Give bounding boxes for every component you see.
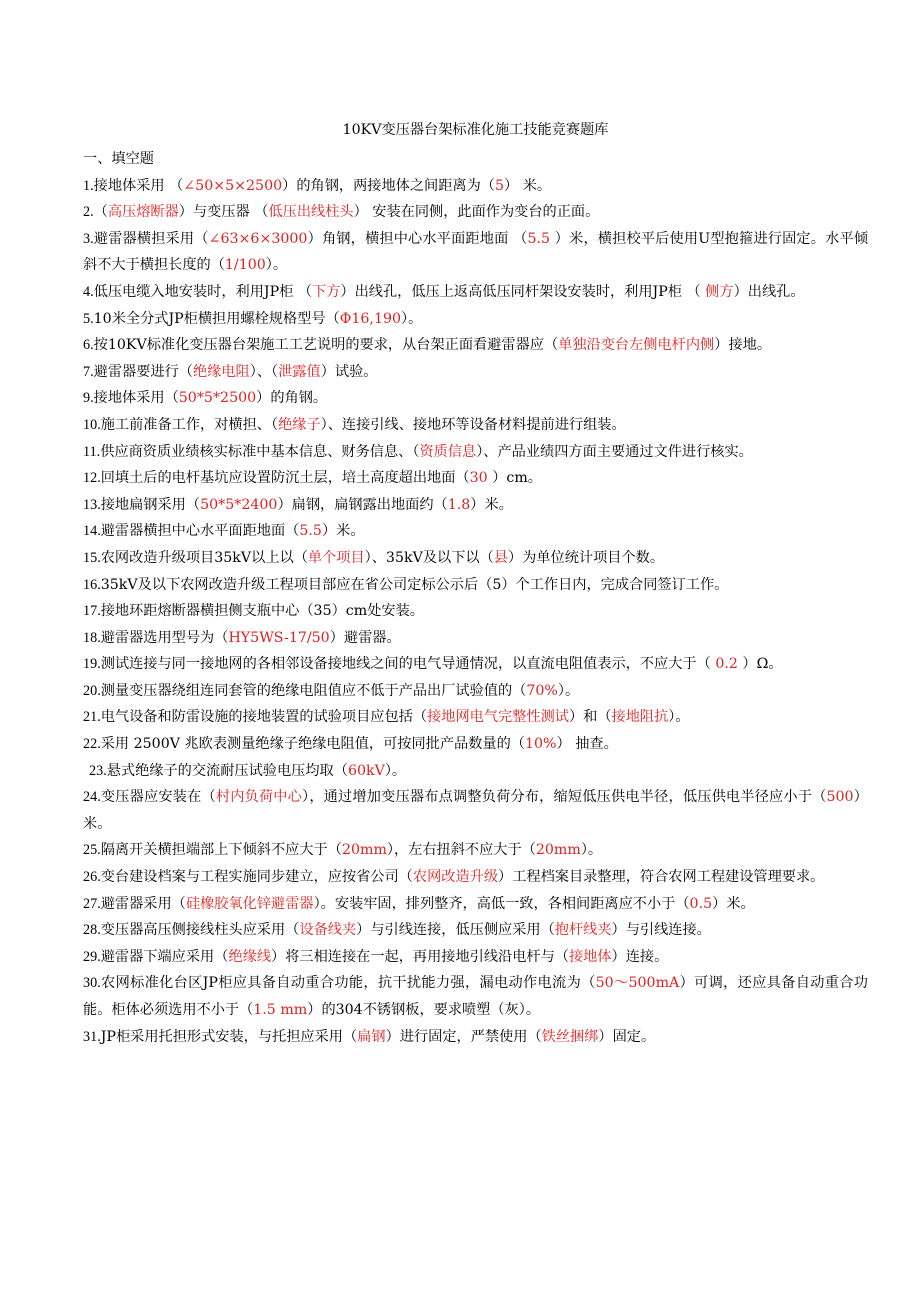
- question-text: ）与引线连接。: [611, 922, 711, 939]
- answer-text: 5.5: [299, 523, 322, 540]
- question-item: [83, 545, 868, 572]
- question-number: 14.: [83, 523, 101, 540]
- answer-text: 50*5*2500: [178, 390, 257, 407]
- answer-text: 单个项目: [307, 549, 365, 566]
- question-text: 避雷器横担中心水平面距地面（: [100, 523, 300, 540]
- question-text: ），左右扭斜不应大于（: [386, 842, 536, 859]
- question-text: 35kV及以下农网改造升级工程项目部应在省公司定标公示后（5）个工作日内，完成合同签订工作。: [100, 576, 729, 593]
- question-text: ）。: [384, 762, 407, 779]
- question-number: 4.: [83, 283, 94, 300]
- question-text: ）的角钢。: [256, 390, 328, 407]
- question-text: 测试连接与同一接地网的各相邻设备接地线之间的电气导通情况，以直流电阻值表示，不应大于（: [100, 656, 716, 673]
- answer-text: 70%: [526, 682, 558, 699]
- question-text: ）工程档案目录整理，符合农网工程建设管理要求。: [498, 869, 825, 886]
- question-text: ）出线孔，低压上返高低压同杆架设安装时，利用JP柜 （: [340, 283, 706, 300]
- answer-text: Φ16,190: [339, 310, 402, 327]
- question-text: ） 安装在同侧，此面作为变台的正面。: [353, 204, 600, 221]
- answer-text: 0.2: [715, 656, 738, 673]
- answer-text: 低压出线柱头: [268, 204, 354, 221]
- answer-text: 铁丝捆绑: [541, 1028, 599, 1045]
- answer-text: 农网改造升级: [412, 869, 499, 886]
- answer-text: ∠50×5×2500: [183, 177, 283, 194]
- question-item: [83, 279, 868, 306]
- question-text: 回填土后的电杆基坑应设置防沉土层，培土高度超出地面（: [100, 470, 470, 487]
- question-text: ）试验。: [320, 363, 378, 380]
- question-item: [83, 1024, 868, 1051]
- question-number: 5.: [83, 310, 94, 327]
- question-text: 施工前准备工作，对横担、（: [100, 416, 279, 433]
- question-item: [83, 572, 868, 599]
- question-number: 27.: [83, 895, 101, 912]
- document-page: [83, 118, 868, 1050]
- question-text: ），通过增加变压器布点调整负荷分布，缩短低压供电半径，低压供电半径应小于（: [302, 789, 827, 806]
- question-number: 25.: [83, 842, 101, 859]
- question-number: 10.: [83, 416, 101, 433]
- question-text: 避雷器要进行（: [93, 363, 193, 380]
- question-number: 26.: [83, 869, 101, 886]
- question-text: ）将三相连接在一起，再用接地引线沿电杆与（: [271, 948, 569, 965]
- answer-text: 5.5: [527, 230, 551, 247]
- question-text: ）固定。: [598, 1028, 656, 1045]
- question-number: 11.: [83, 443, 101, 460]
- answer-text: 20mm: [535, 842, 581, 859]
- answer-text: 扁钢: [357, 1028, 386, 1045]
- question-item: [83, 199, 868, 226]
- question-text: ）Ω。: [737, 656, 783, 673]
- question-text: 隔离开关横担端部上下倾斜不应大于（: [100, 842, 342, 859]
- question-text: 接地扁钢采用（: [100, 496, 201, 513]
- answer-text: 0.5: [689, 895, 713, 912]
- question-text: ）。: [668, 709, 690, 726]
- question-number: 22.: [83, 736, 101, 753]
- question-number: 20.: [83, 682, 101, 699]
- answer-text: 60kV: [347, 762, 385, 779]
- answer-text: 县: [493, 549, 508, 566]
- question-item: [83, 173, 868, 200]
- question-number: 15.: [83, 549, 101, 566]
- question-text: ）。: [401, 310, 423, 327]
- answer-text: 1/100: [224, 257, 266, 274]
- question-item: [83, 439, 868, 466]
- question-text: ）接地。: [714, 337, 772, 354]
- question-text: ）进行固定，严禁使用（: [385, 1028, 542, 1045]
- answer-text: HY5WS-17/50: [228, 629, 330, 646]
- question-number: 16.: [83, 576, 101, 593]
- question-text: ）、产品业绩四方面主要通过文件进行核实。: [476, 443, 753, 460]
- answer-text: 500: [826, 789, 854, 806]
- answer-text: 30: [469, 470, 488, 487]
- document-title: 10KV变压器台架标准化施工技能竞赛题库: [342, 122, 609, 138]
- question-text: ） 抽查。: [556, 736, 618, 753]
- question-text: 变压器高压侧接线柱头应采用（: [100, 922, 300, 939]
- answer-text: 绝缘子: [278, 416, 321, 433]
- question-text: ）出线孔。: [733, 283, 805, 300]
- answer-text: 绝缘线: [228, 948, 272, 965]
- answer-text: 1.8: [447, 496, 471, 513]
- question-number: 9.: [83, 390, 94, 407]
- question-item: [83, 306, 868, 333]
- question-item: [83, 332, 868, 359]
- question-item: [83, 625, 868, 652]
- question-item: [83, 704, 868, 731]
- answer-text: 50*5*2400: [200, 496, 278, 513]
- question-text: 避雷器下端应采用（: [100, 948, 229, 965]
- question-text: ）。: [580, 842, 603, 859]
- question-text: 避雷器选用型号为（: [100, 629, 229, 646]
- answer-text: 20mm: [341, 842, 387, 859]
- answer-text: 接地阻抗: [611, 709, 669, 726]
- answer-text: 设备线夹: [299, 922, 357, 939]
- question-text: ）角钢，横担中心水平面距地面 （: [307, 230, 528, 247]
- question-text: 接地环距熔断器横担侧支瓶中心（35）cm处安装。: [100, 603, 424, 620]
- question-text: JP柜采用托担形式安装，与托担应采用（: [100, 1028, 358, 1045]
- question-text: 接地体采用（: [93, 390, 179, 407]
- question-text: 低压电缆入地安装时，利用JP柜 （: [93, 283, 313, 300]
- question-text: ）的304不锈钢板，要求喷塑（灰）。: [307, 1002, 541, 1018]
- question-text: ）。安装牢固，排列整齐，高低一致，各相间距离应不小于（: [313, 895, 690, 912]
- question-number: 21.: [83, 709, 101, 726]
- answer-text: 5: [494, 177, 504, 194]
- question-text: ）与变压器 （: [178, 204, 269, 221]
- question-text: 电气设备和防雷设施的接地装置的试验项目应包括（: [100, 709, 428, 726]
- question-text: ）cm。: [487, 470, 542, 487]
- section-heading: 一、填空题: [83, 151, 154, 167]
- question-text: ）扁钢，扁钢露出地面约（: [277, 496, 448, 513]
- question-number: 3.: [83, 230, 94, 247]
- answer-text: 高压熔断器: [107, 204, 179, 221]
- question-number: 13.: [83, 496, 101, 513]
- question-text: ）可调，还应具备自动重合功能。柜体必须选用不小于（: [83, 975, 868, 1018]
- question-item: [83, 970, 868, 1023]
- question-item: [83, 651, 868, 678]
- question-item: [83, 944, 868, 971]
- question-item: [83, 917, 868, 944]
- question-item: [83, 784, 868, 837]
- question-item: [83, 678, 868, 705]
- question-item: [83, 837, 868, 864]
- question-text: ）米。: [470, 496, 513, 513]
- question-text: ）。: [265, 257, 288, 274]
- question-item: [83, 359, 868, 386]
- question-text: 变压器应安装在（: [100, 789, 216, 806]
- question-number: 17.: [83, 603, 101, 620]
- question-number: 1.: [83, 177, 94, 194]
- answer-text: 泄露值: [278, 363, 321, 380]
- question-text: （: [93, 204, 108, 221]
- answer-text: 接地网电气完整性测试: [427, 709, 569, 726]
- question-text: ）。: [557, 682, 580, 699]
- question-item: [83, 492, 868, 519]
- question-text: 接地体采用 （: [93, 177, 184, 194]
- question-item: [83, 226, 868, 279]
- answer-text: ∠63×6×3000: [208, 230, 308, 247]
- question-text: ）与引线连接，低压侧应采用（: [356, 922, 555, 939]
- question-number: 31.: [83, 1028, 101, 1045]
- question-text: ）避雷器。: [329, 629, 401, 646]
- answer-text: 10%: [524, 736, 557, 753]
- answer-text: 资质信息: [419, 443, 477, 460]
- answer-text: 绝缘电阻: [192, 363, 250, 380]
- question-item: [83, 385, 868, 412]
- question-text: ）、连接引线、接地环等设备材料提前进行组装。: [320, 416, 626, 433]
- question-text: ）连接。: [611, 948, 669, 965]
- question-text: 按10KV标准化变压器台架施工工艺说明的要求，从台架正面看避雷器应（: [93, 337, 559, 354]
- answer-text: 单独沿变台左侧电杆内侧: [558, 337, 715, 354]
- question-item: [83, 891, 868, 918]
- question-number: 28.: [83, 922, 101, 939]
- question-text: 农网标准化台区JP柜应具备自动重合功能，抗干扰能力强，漏电动作电流为（: [100, 975, 596, 992]
- question-text: 避雷器采用（: [100, 895, 186, 912]
- answer-text: 村内负荷中心: [215, 789, 303, 806]
- question-number: 12.: [83, 470, 101, 487]
- question-text: ）米，横担校平后使用U型抱箍进行固定。水平倾斜不大于横担长度的（: [83, 230, 868, 274]
- question-text: 变台建设档案与工程实施同步建立，应按省公司（: [100, 869, 413, 886]
- question-text: ）和（: [568, 709, 612, 726]
- answer-text: 侧方: [705, 283, 734, 300]
- question-item: [83, 758, 868, 785]
- question-text: ） 米。: [504, 177, 552, 194]
- question-text: ）米。: [83, 789, 868, 832]
- question-list: [83, 173, 868, 1051]
- question-number: 29.: [83, 948, 101, 965]
- question-text: 采用 2500V 兆欧表测量绝缘子绝缘电阻值，可按同批产品数量的（: [100, 736, 525, 753]
- question-text: ）的角钢，两接地体之间距离为（: [282, 177, 495, 194]
- question-text: 悬式绝缘子的交流耐压试验电压均取（: [106, 762, 348, 779]
- question-item: [83, 465, 868, 492]
- question-item: [83, 518, 868, 545]
- question-text: 测量变压器绕组连同套管的绝缘电阻值应不低于产品出厂试验值的（: [100, 682, 527, 699]
- question-text: ）为单位统计项目个数。: [507, 549, 665, 566]
- answer-text: 接地体: [568, 948, 612, 965]
- answer-text: 下方: [312, 283, 341, 300]
- question-number: 6.: [83, 337, 94, 354]
- question-text: 供应商资质业绩核实标准中基本信息、财务信息、（: [100, 443, 420, 460]
- question-number: 23.: [89, 762, 107, 779]
- question-item: [83, 731, 868, 758]
- question-text: ）米。: [712, 895, 755, 912]
- question-item: [83, 412, 868, 439]
- answer-text: 50～500mA: [595, 975, 680, 992]
- answer-text: 1.5 mm: [253, 1002, 308, 1018]
- question-text: ）、35kV及以下以（: [364, 549, 494, 566]
- question-number: 2.: [83, 204, 94, 221]
- question-item: [83, 598, 868, 625]
- question-number: 19.: [83, 656, 101, 673]
- question-text: ）米。: [321, 523, 365, 540]
- question-text: 避雷器横担采用（: [93, 230, 209, 247]
- question-number: 30.: [83, 975, 101, 992]
- answer-text: 抱杆线夹: [554, 922, 612, 939]
- question-text: ）、（: [249, 363, 279, 380]
- question-item: [83, 864, 868, 891]
- question-number: 18.: [83, 629, 101, 646]
- answer-text: 硅橡胶氧化锌避雷器: [185, 895, 314, 912]
- question-text: 10米全分式JP柜横担用螺栓规格型号（: [93, 310, 340, 327]
- question-number: 7.: [83, 363, 94, 380]
- question-text: 农网改造升级项目35kV以上以（: [100, 549, 308, 566]
- question-number: 24.: [83, 789, 101, 806]
